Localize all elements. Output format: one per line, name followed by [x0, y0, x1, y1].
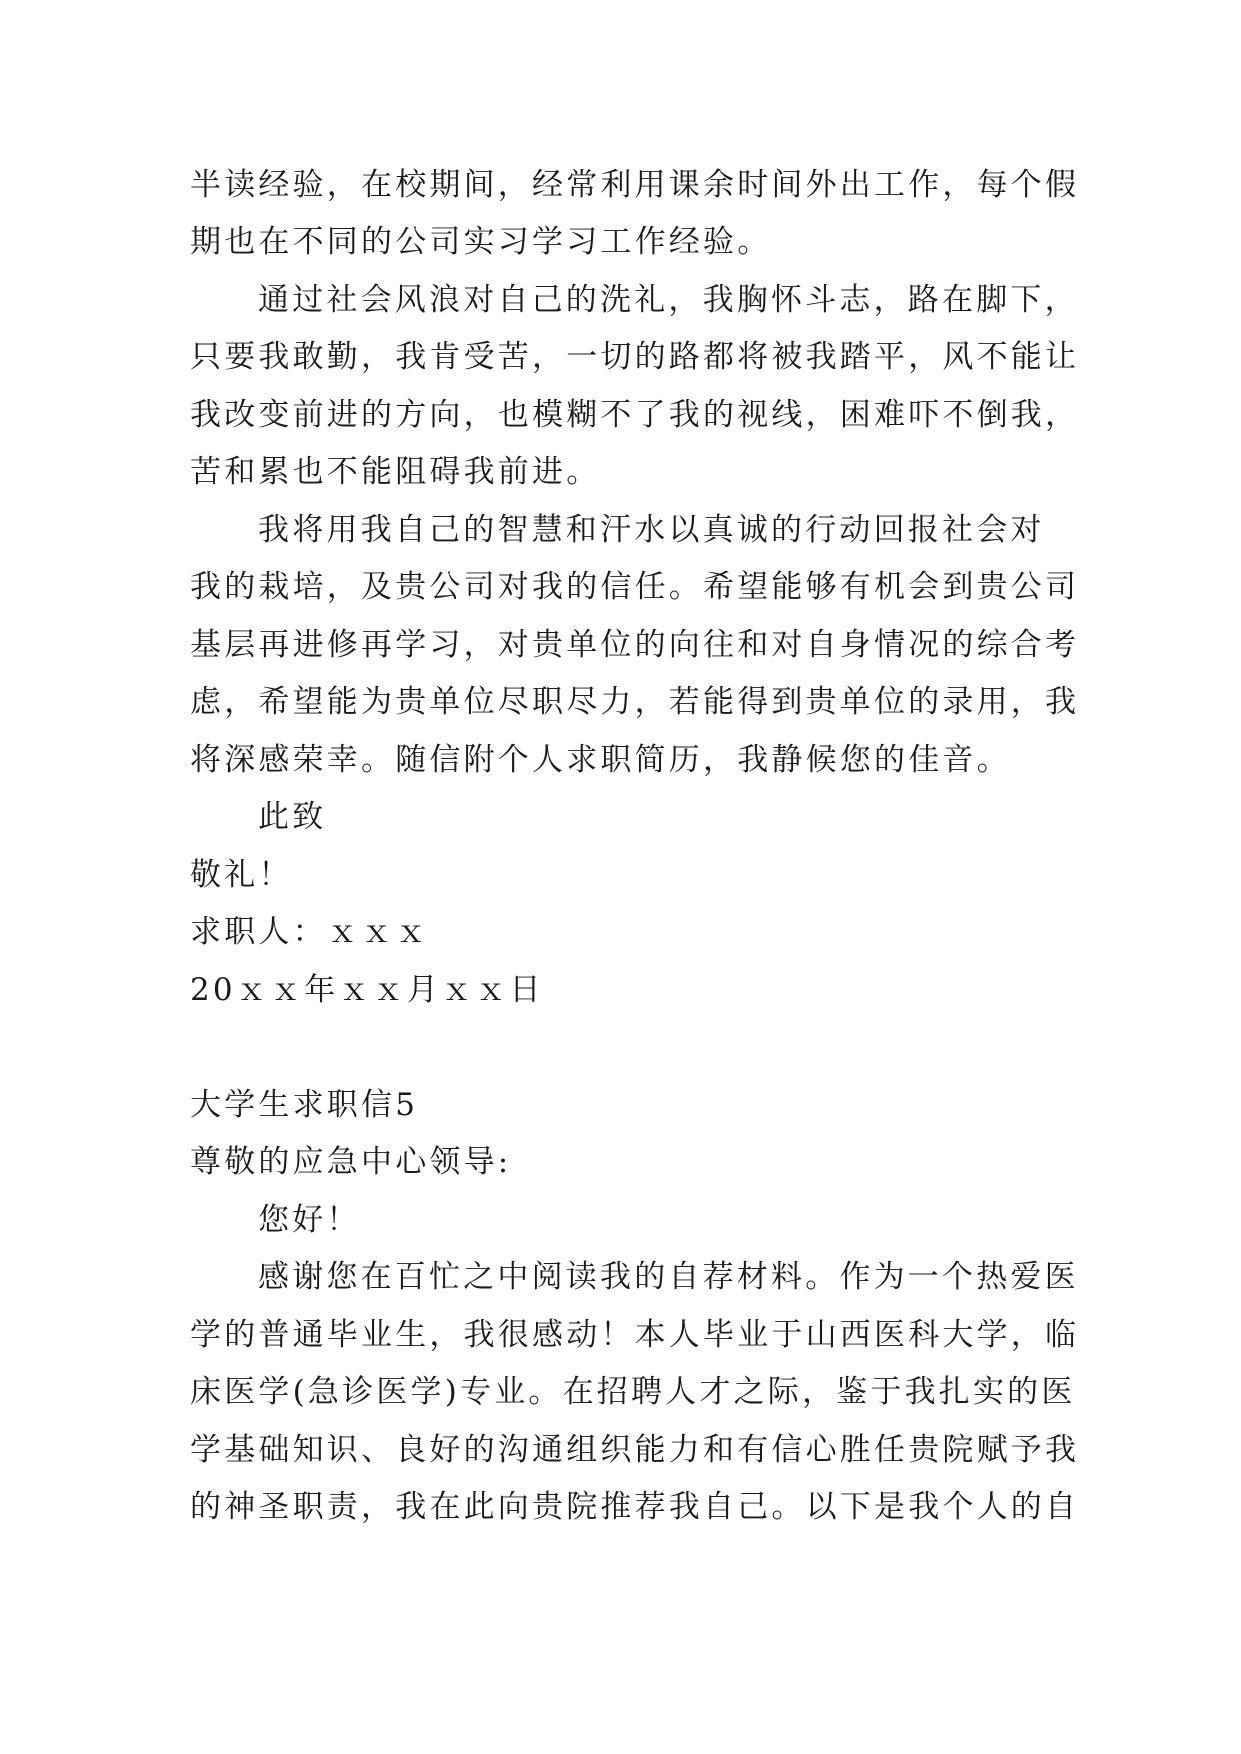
paragraph-line: 的神圣职责，我在此向贵院推荐我自己。以下是我个人的自 — [190, 1489, 1080, 1525]
signature-line: 求职人：ｘｘｘ — [190, 914, 430, 950]
closing-regards: 敬礼！ — [190, 857, 293, 893]
greeting-line: 您好！ — [258, 1202, 361, 1238]
closing-salutation: 此致 — [258, 799, 327, 835]
paragraph-line: 期也在不同的公司实习学习工作经验。 — [190, 224, 772, 260]
paragraph-line: 学基础知识、良好的沟通组织能力和有信心胜任贵院赋予我 — [190, 1432, 1080, 1468]
paragraph-line: 将深感荣幸。随信附个人求职简历，我静候您的佳音。 — [190, 742, 1011, 778]
paragraph-line: 我将用我自己的智慧和汗水以真诚的行动回报社会对 — [258, 512, 1045, 548]
paragraph-line: 只要我敢勤，我肯受苦，一切的路都将被我踏平，风不能让 — [190, 339, 1080, 375]
paragraph-line: 虑，希望能为贵单位尽职尽力，若能得到贵单位的录用，我 — [190, 684, 1080, 720]
paragraph-line: 我的栽培，及贵公司对我的信任。希望能够有机会到贵公司 — [190, 569, 1080, 605]
paragraph-line: 基层再进修再学习，对贵单位的向往和对自身情况的综合考 — [190, 627, 1080, 663]
paragraph-line: 苦和累也不能阻碍我前进。 — [190, 454, 601, 490]
date-line: 20ｘｘ年ｘｘ月ｘｘ日 — [190, 972, 544, 1008]
paragraph-line: 半读经验，在校期间，经常利用课余时间外出工作，每个假 — [190, 167, 1080, 203]
paragraph-line: 感谢您在百忙之中阅读我的自荐材料。作为一个热爱医 — [258, 1259, 1079, 1295]
paragraph-line: 我改变前进的方向，也模糊不了我的视线，困难吓不倒我， — [190, 397, 1080, 433]
paragraph-line: 通过社会风浪对自己的洗礼，我胸怀斗志，路在脚下， — [258, 282, 1079, 318]
recipient-line: 尊敬的应急中心领导: — [190, 1144, 512, 1180]
paragraph-line: 床医学(急诊医学)专业。在招聘人才之际，鉴于我扎实的医 — [190, 1374, 1076, 1410]
section-title: 大学生求职信5 — [190, 1087, 419, 1123]
paragraph-line: 学的普通毕业生，我很感动！本人毕业于山西医科大学，临 — [190, 1317, 1080, 1353]
